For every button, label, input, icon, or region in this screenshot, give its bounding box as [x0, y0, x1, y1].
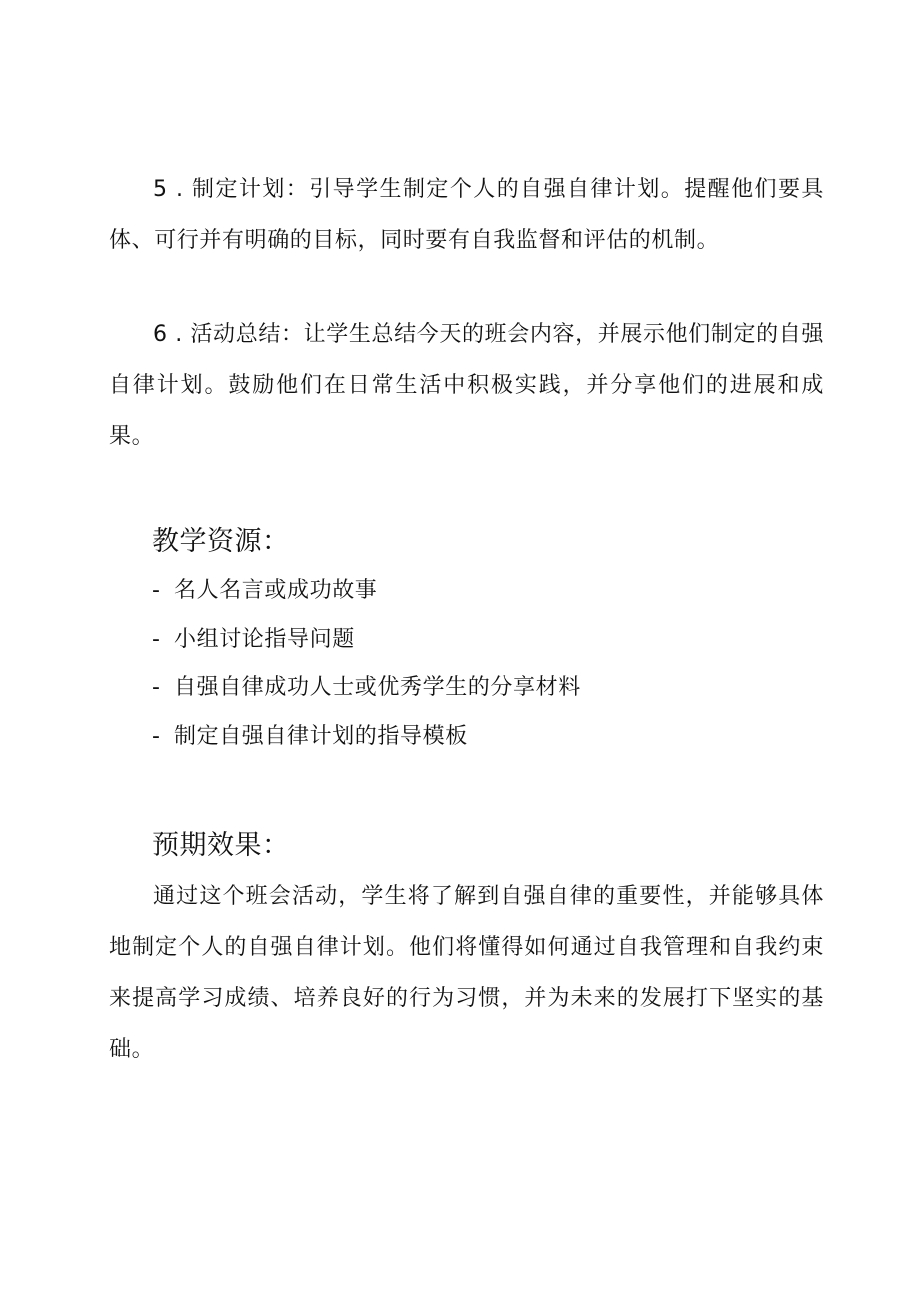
- resources-heading: 教学资源：: [152, 526, 290, 557]
- resources-list: [152, 567, 581, 761]
- step-6-block: [109, 309, 824, 462]
- outcomes-heading: 预期效果：: [152, 830, 290, 861]
- dash-bullet: -: [152, 675, 161, 700]
- step-5-block: [109, 164, 824, 266]
- list-item: [152, 713, 581, 762]
- dash-bullet: -: [152, 723, 161, 749]
- resource-item-4: 制定自强自律计划的指导模板: [174, 723, 468, 749]
- outcomes-paragraph: 通过这个班会活动，学生将了解到自强自律的重要性，并能够具体地制定个人的自强自律计划。他们将懂得如何通过自我管理和自我约束来提高学习成绩、培养良好的行为习惯，并为未来的发展打下坚实的基础。: [109, 884, 824, 1062]
- resource-item-2: 小组讨论指导问题: [174, 626, 355, 652]
- dash-bullet: -: [152, 578, 161, 603]
- list-item: [152, 567, 581, 616]
- step-5-paragraph: 5 . 制定计划：引导学生制定个人的自强自律计划。提醒他们要具体、可行并有明确的目标，同时要有自我监督和评估的机制。: [109, 177, 824, 253]
- outcomes-block: [109, 871, 824, 1075]
- resource-item-1: 名人名言或成功故事: [174, 578, 378, 603]
- list-item: [152, 616, 581, 665]
- resource-item-3: 自强自律成功人士或优秀学生的分享材料: [174, 675, 581, 700]
- list-item: [152, 664, 581, 713]
- dash-bullet: -: [152, 626, 161, 652]
- step-6-paragraph: 6 . 活动总结：让学生总结今天的班会内容，并展示他们制定的自强自律计划。鼓励他们在日常生活中积极实践，并分享他们的进展和成果。: [109, 322, 824, 449]
